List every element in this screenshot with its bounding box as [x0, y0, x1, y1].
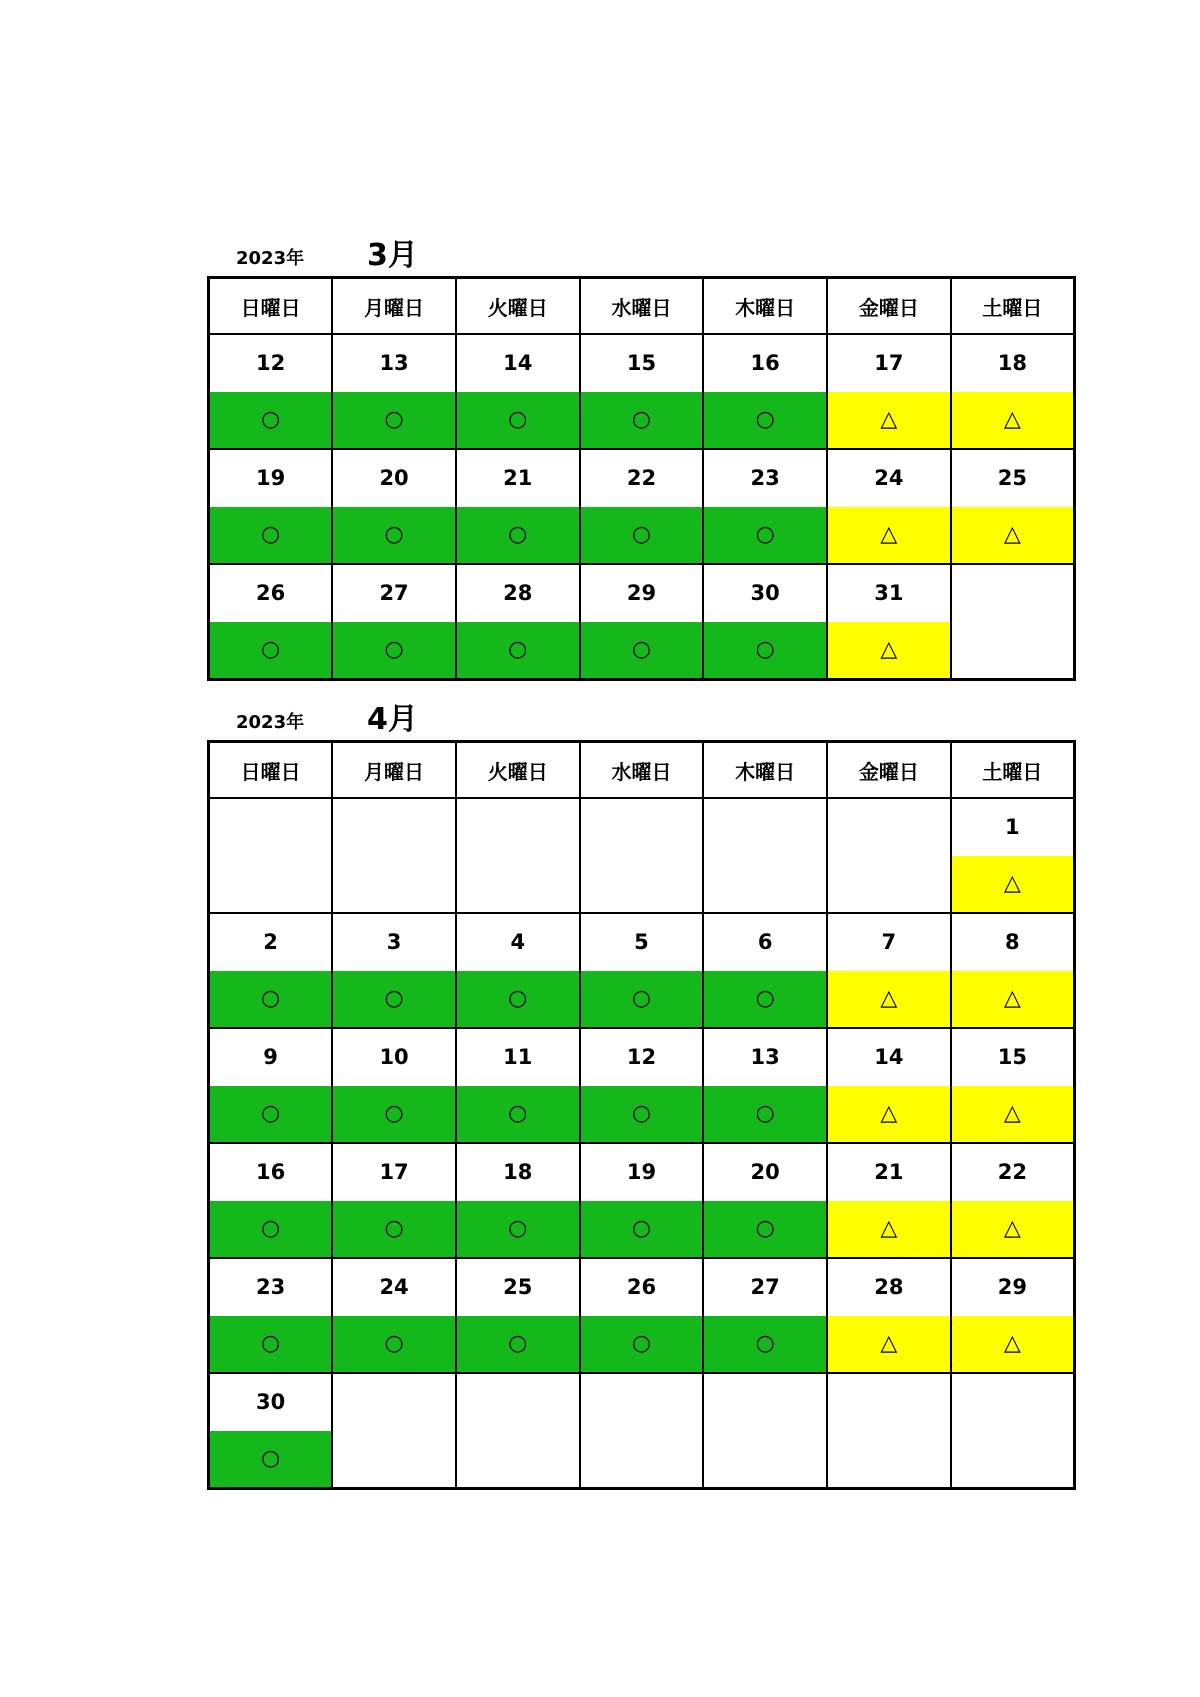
date-number: 15	[581, 335, 703, 392]
availability-triangle-mark: △	[828, 1316, 950, 1372]
availability-triangle-mark: △	[828, 1201, 950, 1257]
weekday-mon: 月曜日	[332, 278, 456, 335]
day-cell	[951, 798, 1075, 913]
date-number: 2	[210, 914, 331, 971]
date-number: 23	[704, 450, 826, 507]
availability-circle-mark: ○	[457, 622, 579, 678]
week-row	[209, 913, 1075, 1028]
weekday-tue: 火曜日	[456, 278, 580, 335]
week-row	[209, 1373, 1075, 1489]
date-number: 13	[704, 1029, 826, 1086]
day-cell	[580, 564, 704, 680]
month-label: 3月	[367, 238, 418, 273]
day-cell	[209, 449, 333, 564]
empty-day-cell	[703, 1373, 827, 1489]
weekday-mon: 月曜日	[332, 742, 456, 799]
day-cell	[703, 1258, 827, 1373]
availability-triangle-mark: △	[952, 392, 1073, 448]
day-cell	[332, 449, 456, 564]
week-row	[209, 1258, 1075, 1373]
day-cell	[580, 1258, 704, 1373]
availability-circle-mark: ○	[704, 971, 826, 1027]
day-cell	[827, 1028, 951, 1143]
availability-circle-mark: ○	[581, 1201, 703, 1257]
date-number: 18	[457, 1144, 579, 1201]
availability-circle-mark: ○	[581, 507, 703, 563]
day-cell	[332, 564, 456, 680]
availability-triangle-mark: △	[952, 1316, 1073, 1372]
availability-circle-mark: ○	[210, 1086, 331, 1142]
empty-day-cell	[456, 798, 580, 913]
date-number: 20	[704, 1144, 826, 1201]
availability-triangle-mark: △	[952, 507, 1073, 563]
week-row	[209, 798, 1075, 913]
weekday-sat: 土曜日	[951, 742, 1075, 799]
date-number: 9	[210, 1029, 331, 1086]
date-number: 27	[333, 565, 455, 622]
date-number: 4	[457, 914, 579, 971]
day-cell	[209, 564, 333, 680]
date-number: 12	[210, 335, 331, 392]
day-cell	[703, 564, 827, 680]
date-number: 1	[952, 799, 1073, 856]
day-cell	[332, 334, 456, 449]
calendar-header	[207, 700, 1076, 740]
date-number: 3	[333, 914, 455, 971]
availability-circle-mark: ○	[210, 1431, 331, 1487]
availability-circle-mark: ○	[333, 392, 455, 448]
day-cell	[951, 1258, 1075, 1373]
day-cell	[827, 564, 951, 680]
empty-day-cell	[951, 1373, 1075, 1489]
date-number: 8	[952, 914, 1073, 971]
day-cell	[827, 449, 951, 564]
empty-day-cell	[332, 798, 456, 913]
date-number: 28	[457, 565, 579, 622]
availability-triangle-mark: △	[828, 507, 950, 563]
availability-circle-mark: ○	[210, 1316, 331, 1372]
availability-triangle-mark: △	[828, 1086, 950, 1142]
calendar-weeks	[209, 798, 1075, 1489]
availability-circle-mark: ○	[704, 1201, 826, 1257]
date-number: 14	[457, 335, 579, 392]
calendar-grid	[207, 276, 1076, 681]
availability-circle-mark: ○	[704, 1086, 826, 1142]
availability-circle-mark: ○	[704, 622, 826, 678]
day-cell	[580, 334, 704, 449]
date-number: 31	[828, 565, 950, 622]
date-number: 27	[704, 1259, 826, 1316]
availability-circle-mark: ○	[333, 1316, 455, 1372]
day-cell	[951, 913, 1075, 1028]
availability-triangle-mark: △	[828, 392, 950, 448]
availability-circle-mark: ○	[457, 1201, 579, 1257]
weekday-sun: 日曜日	[209, 278, 333, 335]
availability-triangle-mark: △	[952, 856, 1073, 912]
availability-circle-mark: ○	[457, 1086, 579, 1142]
date-number: 11	[457, 1029, 579, 1086]
day-cell	[951, 1143, 1075, 1258]
day-cell	[209, 913, 333, 1028]
date-number: 24	[828, 450, 950, 507]
availability-circle-mark: ○	[210, 971, 331, 1027]
date-number: 10	[333, 1029, 455, 1086]
date-number: 21	[828, 1144, 950, 1201]
date-number: 29	[952, 1259, 1073, 1316]
date-number: 30	[704, 565, 826, 622]
empty-day-cell	[703, 798, 827, 913]
weekday-tue: 火曜日	[456, 742, 580, 799]
availability-circle-mark: ○	[210, 1201, 331, 1257]
day-cell	[456, 449, 580, 564]
availability-circle-mark: ○	[704, 1316, 826, 1372]
availability-circle-mark: ○	[210, 507, 331, 563]
availability-circle-mark: ○	[210, 622, 331, 678]
day-cell	[580, 913, 704, 1028]
day-cell	[703, 913, 827, 1028]
availability-circle-mark: ○	[704, 392, 826, 448]
availability-circle-mark: ○	[457, 507, 579, 563]
month-label: 4月	[367, 702, 418, 737]
date-number: 28	[828, 1259, 950, 1316]
weekday-fri: 金曜日	[827, 742, 951, 799]
date-number: 16	[704, 335, 826, 392]
empty-day-cell	[332, 1373, 456, 1489]
weekday-thu: 木曜日	[703, 278, 827, 335]
empty-day-cell	[209, 798, 333, 913]
date-number: 21	[457, 450, 579, 507]
calendar-header	[207, 236, 1076, 276]
calendar-grid	[207, 740, 1076, 1490]
week-row	[209, 1028, 1075, 1143]
day-cell	[209, 1373, 333, 1489]
weekday-thu: 木曜日	[703, 742, 827, 799]
weekday-fri: 金曜日	[827, 278, 951, 335]
day-cell	[456, 913, 580, 1028]
year-label: 2023年	[236, 712, 305, 733]
weekday-sun: 日曜日	[209, 742, 333, 799]
day-cell	[580, 449, 704, 564]
date-number: 16	[210, 1144, 331, 1201]
calendar-march	[207, 236, 1076, 681]
availability-circle-mark: ○	[457, 392, 579, 448]
empty-day-cell	[951, 564, 1075, 680]
day-cell	[951, 1028, 1075, 1143]
day-cell	[332, 1143, 456, 1258]
availability-circle-mark: ○	[581, 622, 703, 678]
day-cell	[703, 334, 827, 449]
day-cell	[456, 334, 580, 449]
date-number: 22	[581, 450, 703, 507]
date-number: 30	[210, 1374, 331, 1431]
availability-triangle-mark: △	[952, 1201, 1073, 1257]
date-number: 15	[952, 1029, 1073, 1086]
availability-circle-mark: ○	[333, 507, 455, 563]
weekday-wed: 水曜日	[580, 742, 704, 799]
date-number: 17	[333, 1144, 455, 1201]
calendar-weeks	[209, 334, 1075, 680]
weekday-header-row	[209, 278, 1075, 335]
date-number: 19	[581, 1144, 703, 1201]
availability-circle-mark: ○	[581, 1316, 703, 1372]
availability-circle-mark: ○	[457, 971, 579, 1027]
availability-circle-mark: ○	[333, 622, 455, 678]
empty-day-cell	[827, 1373, 951, 1489]
day-cell	[580, 1028, 704, 1143]
date-number: 29	[581, 565, 703, 622]
empty-day-cell	[827, 798, 951, 913]
date-number: 22	[952, 1144, 1073, 1201]
date-number: 19	[210, 450, 331, 507]
availability-triangle-mark: △	[952, 1086, 1073, 1142]
day-cell	[456, 1143, 580, 1258]
week-row	[209, 334, 1075, 449]
day-cell	[456, 1028, 580, 1143]
date-number: 13	[333, 335, 455, 392]
date-number: 25	[952, 450, 1073, 507]
day-cell	[951, 334, 1075, 449]
year-label: 2023年	[236, 248, 305, 269]
day-cell	[827, 334, 951, 449]
empty-day-cell	[580, 798, 704, 913]
day-cell	[827, 913, 951, 1028]
day-cell	[332, 913, 456, 1028]
week-row	[209, 1143, 1075, 1258]
availability-circle-mark: ○	[333, 1086, 455, 1142]
weekday-header-row	[209, 742, 1075, 799]
date-number: 12	[581, 1029, 703, 1086]
day-cell	[456, 1258, 580, 1373]
availability-triangle-mark: △	[952, 971, 1073, 1027]
week-row	[209, 564, 1075, 680]
empty-day-cell	[580, 1373, 704, 1489]
day-cell	[703, 1143, 827, 1258]
availability-circle-mark: ○	[333, 1201, 455, 1257]
calendar-april	[207, 700, 1076, 1490]
week-row	[209, 449, 1075, 564]
day-cell	[827, 1143, 951, 1258]
availability-circle-mark: ○	[457, 1316, 579, 1372]
date-number: 20	[333, 450, 455, 507]
date-number: 26	[210, 565, 331, 622]
availability-circle-mark: ○	[333, 971, 455, 1027]
availability-circle-mark: ○	[704, 507, 826, 563]
date-number: 14	[828, 1029, 950, 1086]
day-cell	[209, 334, 333, 449]
weekday-wed: 水曜日	[580, 278, 704, 335]
date-number: 17	[828, 335, 950, 392]
availability-triangle-mark: △	[828, 622, 950, 678]
availability-circle-mark: ○	[581, 1086, 703, 1142]
availability-circle-mark: ○	[210, 392, 331, 448]
availability-circle-mark: ○	[581, 971, 703, 1027]
date-number: 24	[333, 1259, 455, 1316]
day-cell	[827, 1258, 951, 1373]
date-number: 18	[952, 335, 1073, 392]
day-cell	[332, 1028, 456, 1143]
day-cell	[703, 1028, 827, 1143]
availability-circle-mark: ○	[581, 392, 703, 448]
weekday-sat: 土曜日	[951, 278, 1075, 335]
day-cell	[951, 449, 1075, 564]
date-number: 5	[581, 914, 703, 971]
day-cell	[456, 564, 580, 680]
day-cell	[209, 1143, 333, 1258]
empty-day-cell	[456, 1373, 580, 1489]
date-number: 7	[828, 914, 950, 971]
day-cell	[580, 1143, 704, 1258]
availability-triangle-mark: △	[828, 971, 950, 1027]
date-number: 25	[457, 1259, 579, 1316]
day-cell	[703, 449, 827, 564]
date-number: 6	[704, 914, 826, 971]
day-cell	[209, 1258, 333, 1373]
day-cell	[209, 1028, 333, 1143]
date-number: 26	[581, 1259, 703, 1316]
date-number: 23	[210, 1259, 331, 1316]
day-cell	[332, 1258, 456, 1373]
